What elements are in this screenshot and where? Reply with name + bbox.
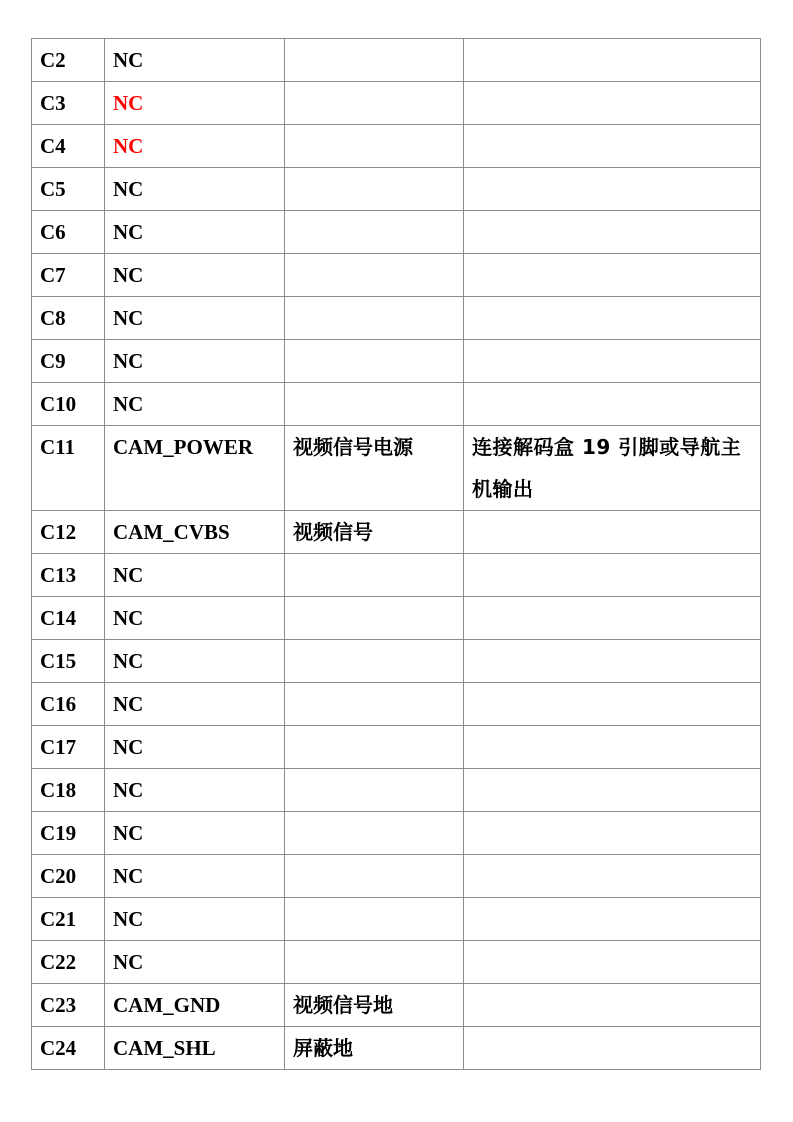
note-cell (464, 941, 761, 984)
pin-cell: C13 (32, 554, 105, 597)
pin-cell: C19 (32, 812, 105, 855)
description-cell (285, 640, 464, 683)
table-row (32, 211, 761, 254)
signal-cell: NC (105, 640, 285, 683)
note-cell (464, 168, 761, 211)
note-cell (464, 1027, 761, 1070)
table-row (32, 125, 761, 168)
table-row (32, 511, 761, 554)
pin-cell: C22 (32, 941, 105, 984)
note-cell (464, 554, 761, 597)
signal-cell: NC (105, 340, 285, 383)
note-cell (464, 898, 761, 941)
table-row (32, 39, 761, 82)
pin-cell: C6 (32, 211, 105, 254)
note-cell (464, 984, 761, 1027)
signal-cell: NC (105, 726, 285, 769)
pin-cell: C17 (32, 726, 105, 769)
description-cell (285, 898, 464, 941)
table-row (32, 340, 761, 383)
note-cell (464, 125, 761, 168)
signal-cell: NC (105, 597, 285, 640)
pin-cell: C18 (32, 769, 105, 812)
pin-cell: C5 (32, 168, 105, 211)
description-cell (285, 683, 464, 726)
table-row (32, 254, 761, 297)
description-cell (285, 383, 464, 426)
table-row (32, 383, 761, 426)
signal-cell: NC (105, 297, 285, 340)
pin-cell: C4 (32, 125, 105, 168)
table-row (32, 640, 761, 683)
pin-cell: C9 (32, 340, 105, 383)
signal-cell: NC (105, 383, 285, 426)
table-row (32, 898, 761, 941)
note-cell: 连接解码盒 19 引脚或导航主机输出 (464, 426, 761, 511)
table-row (32, 82, 761, 125)
signal-cell: CAM_CVBS (105, 511, 285, 554)
signal-cell: NC (105, 125, 285, 168)
description-cell (285, 168, 464, 211)
signal-cell: NC (105, 211, 285, 254)
table-row (32, 683, 761, 726)
table-row (32, 597, 761, 640)
description-cell (285, 82, 464, 125)
pin-definition-table (31, 38, 761, 1070)
signal-cell: NC (105, 168, 285, 211)
description-cell: 屏蔽地 (285, 1027, 464, 1070)
signal-cell: NC (105, 254, 285, 297)
table-row (32, 941, 761, 984)
description-cell: 视频信号 (285, 511, 464, 554)
signal-cell: NC (105, 812, 285, 855)
description-cell: 视频信号电源 (285, 426, 464, 511)
pin-cell: C3 (32, 82, 105, 125)
note-cell (464, 726, 761, 769)
description-cell (285, 297, 464, 340)
signal-cell: NC (105, 941, 285, 984)
note-cell (464, 82, 761, 125)
table-row (32, 1027, 761, 1070)
pin-cell: C12 (32, 511, 105, 554)
description-cell (285, 254, 464, 297)
pin-cell: C23 (32, 984, 105, 1027)
table-row (32, 168, 761, 211)
table-row (32, 726, 761, 769)
signal-cell: NC (105, 683, 285, 726)
note-cell (464, 211, 761, 254)
note-cell (464, 683, 761, 726)
description-cell (285, 211, 464, 254)
note-cell (464, 769, 761, 812)
note-cell (464, 254, 761, 297)
signal-cell: NC (105, 554, 285, 597)
table-row (32, 855, 761, 898)
pin-cell: C16 (32, 683, 105, 726)
pin-cell: C11 (32, 426, 105, 511)
table-row (32, 812, 761, 855)
table-row (32, 769, 761, 812)
pin-cell: C24 (32, 1027, 105, 1070)
signal-cell: NC (105, 898, 285, 941)
pin-cell: C20 (32, 855, 105, 898)
description-cell (285, 941, 464, 984)
description-cell (285, 39, 464, 82)
pin-cell: C21 (32, 898, 105, 941)
note-cell (464, 383, 761, 426)
description-cell (285, 855, 464, 898)
description-cell (285, 726, 464, 769)
table-row (32, 426, 761, 511)
description-cell: 视频信号地 (285, 984, 464, 1027)
table-row (32, 297, 761, 340)
pin-cell: C10 (32, 383, 105, 426)
note-cell (464, 340, 761, 383)
signal-cell: NC (105, 82, 285, 125)
pin-cell: C15 (32, 640, 105, 683)
note-cell (464, 297, 761, 340)
note-cell (464, 640, 761, 683)
description-cell (285, 769, 464, 812)
pin-table-body (32, 39, 761, 1070)
note-cell (464, 597, 761, 640)
pin-cell: C7 (32, 254, 105, 297)
pin-cell: C2 (32, 39, 105, 82)
signal-cell: NC (105, 769, 285, 812)
description-cell (285, 340, 464, 383)
description-cell (285, 812, 464, 855)
note-cell (464, 812, 761, 855)
description-cell (285, 597, 464, 640)
signal-cell: CAM_GND (105, 984, 285, 1027)
signal-cell: CAM_SHL (105, 1027, 285, 1070)
signal-cell: NC (105, 855, 285, 898)
table-row (32, 984, 761, 1027)
signal-cell: CAM_POWER (105, 426, 285, 511)
pin-cell: C8 (32, 297, 105, 340)
signal-cell: NC (105, 39, 285, 82)
table-row (32, 554, 761, 597)
pin-cell: C14 (32, 597, 105, 640)
description-cell (285, 554, 464, 597)
description-cell (285, 125, 464, 168)
note-cell (464, 511, 761, 554)
note-cell (464, 855, 761, 898)
note-cell (464, 39, 761, 82)
